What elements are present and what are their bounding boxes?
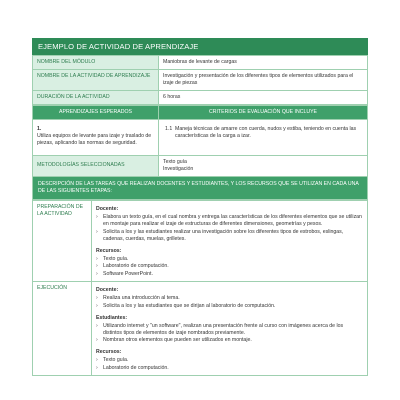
criterio-text: Maneja técnicas de amarre con cuerda, nudos y estiba, teniendo en cuenta las características de la carga a izar.	[175, 126, 357, 139]
bullet-icon: ›	[96, 337, 98, 343]
list-item	[96, 263, 363, 270]
list-item	[96, 357, 363, 364]
resource-list	[96, 256, 363, 278]
row-value: Investigación y presentación de los diferentes tipos de elementos utilizados para el izaje de piezas	[159, 70, 368, 91]
list-item-text: Texto guía.	[103, 357, 129, 363]
list-item	[96, 337, 363, 344]
list-item-text: Laboratorio de computación.	[103, 364, 169, 371]
criterio-row	[165, 126, 361, 140]
learning-table	[32, 105, 368, 177]
list-item	[96, 365, 363, 372]
info-row	[33, 70, 368, 91]
bullet-icon: ›	[96, 295, 98, 301]
phase-label: PREPARACIÓN DE LA ACTIVIDAD	[33, 201, 92, 282]
info-row	[33, 91, 368, 105]
header-aprendizajes: APRENDIZAJES ESPERADOS	[33, 106, 159, 120]
block-title: Docente:	[96, 206, 119, 212]
activity-document	[32, 38, 368, 376]
metodologia-item: Investigación	[163, 166, 194, 172]
list-item	[96, 229, 363, 243]
bullet-icon: ›	[96, 228, 98, 235]
criterio-number: 1.1	[165, 126, 173, 132]
list-item	[96, 271, 363, 278]
aprendizaje-text: Utiliza equipos de levante para izaje y traslado de piezas, aplicando las normas de seguridad.	[37, 133, 152, 146]
list-item-text: Solicita a los y las estudiantes realizar una investigación sobre los diferentes tipos de estrobos, eslingas, cadenas, cuerdas, muelas, grilletes.	[103, 228, 344, 242]
metodologia-item: Texto guía	[163, 159, 187, 165]
phase-row	[33, 201, 368, 282]
metodologias-row	[33, 156, 368, 177]
bullet-icon: ›	[96, 302, 98, 309]
phases-table	[32, 200, 368, 376]
bullet-icon: ›	[96, 255, 98, 262]
phase-row	[33, 282, 368, 376]
bullet-icon: ›	[96, 263, 98, 269]
list-item	[96, 256, 363, 263]
list-item	[96, 323, 363, 337]
task-list	[96, 295, 363, 310]
bullet-icon: ›	[96, 357, 98, 363]
list-item	[96, 303, 363, 310]
list-item-text: Texto guía.	[103, 255, 129, 262]
block-title: Recursos:	[96, 247, 122, 254]
tasks-section-heading: DESCRIPCIÓN DE LAS TAREAS QUE REALIZAN DOCENTES Y ESTUDIANTES, Y LOS RECURSOS QUE SE UTILIZAN EN CADA UNA DE LAS SIGUIENTES ETAPAS:	[32, 177, 368, 200]
list-item	[96, 295, 363, 302]
phase-label: EJECUCIÓN	[33, 282, 92, 376]
list-item-text: Nombran otros elementos que pueden ser utilizados en montaje.	[103, 337, 252, 343]
block-title: Docente:	[96, 287, 119, 293]
task-list	[96, 214, 363, 243]
row-label: NOMBRE DE LA ACTIVIDAD DE APRENDIZAJE	[33, 70, 159, 91]
header-criterios: CRITERIOS DE EVALUACIÓN QUE INCLUYE	[159, 106, 368, 120]
row-label: NOMBRE DEL MÓDULO	[33, 56, 159, 70]
resource-list	[96, 357, 363, 372]
row-value: Maniobras de levante de cargas	[159, 56, 368, 70]
list-item-text: Solicita a los y las estudiantes que se dirijan al laboratorio de computación.	[103, 302, 276, 309]
document-title: EJEMPLO DE ACTIVIDAD DE APRENDIZAJE	[32, 38, 368, 55]
criterio-cell	[159, 120, 368, 156]
phase-body	[92, 282, 368, 376]
block-title: Recursos:	[96, 349, 122, 355]
list-item	[96, 214, 363, 228]
task-list	[96, 323, 363, 345]
metodologias-label: METODOLOGÍAS SELECCIONADAS	[33, 156, 159, 177]
row-value: 6 horas	[159, 91, 368, 105]
list-item-text: Realiza una introducción al tema.	[103, 295, 180, 301]
bullet-icon: ›	[96, 322, 98, 329]
list-item-text: Laboratorio de computación.	[103, 263, 169, 269]
aprendizaje-number: 1.	[37, 126, 42, 132]
row-label: DURACIÓN DE LA ACTIVIDAD	[33, 91, 159, 105]
info-row	[33, 56, 368, 70]
list-item-text: Utilizando internet y "un software", realizan una presentación frente al curso con imágenes acerca de los distintos tipos de elementos de izaje nombrados previamente.	[103, 322, 344, 336]
list-item-text: Elabora un texto guía, en el cual nombra y entrega las características de los diferentes elementos que se utilizan en montaje para realizar el izaje de estructuras de diferentes dimensiones, geometrías y pesos.	[103, 214, 362, 227]
bullet-icon: ›	[96, 364, 98, 371]
learning-header-row	[33, 106, 368, 120]
bullet-icon: ›	[96, 214, 98, 220]
block-title: Estudiantes:	[96, 314, 128, 321]
bullet-icon: ›	[96, 270, 98, 277]
learning-row	[33, 120, 368, 156]
metodologias-value	[159, 156, 368, 177]
aprendizaje-cell	[33, 120, 159, 156]
list-item-text: Software PowerPoint.	[103, 270, 153, 277]
module-info-table	[32, 55, 368, 105]
phase-body	[92, 201, 368, 282]
